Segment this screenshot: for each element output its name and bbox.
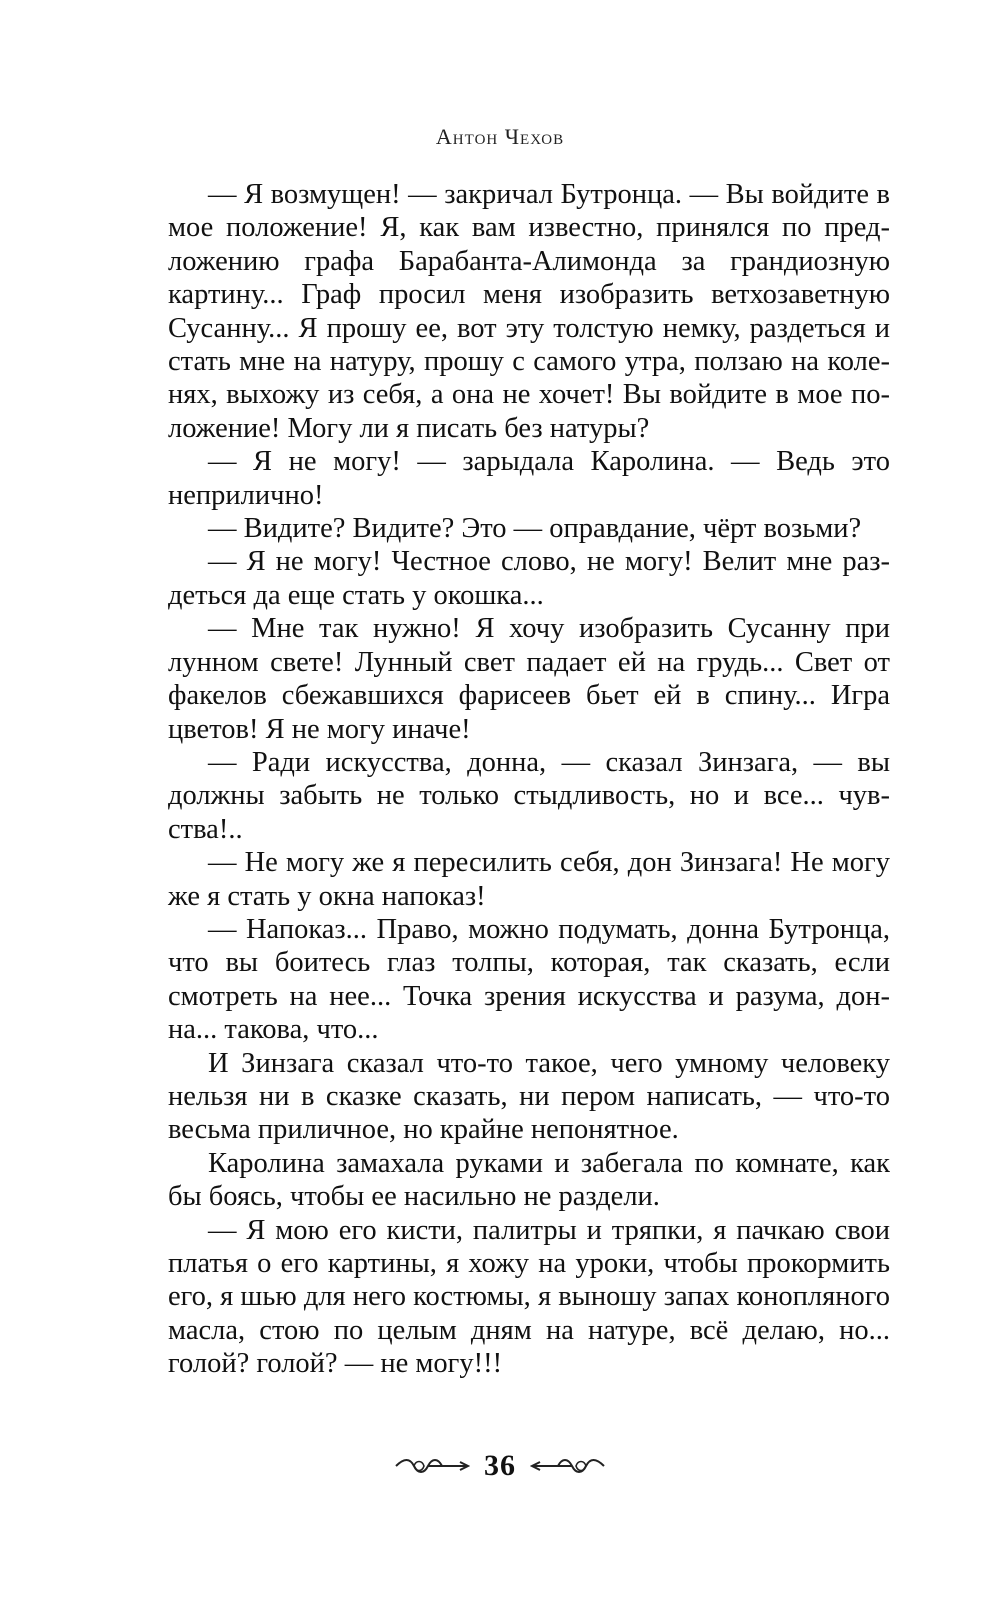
paragraph: — Ради искусства, донна, — сказал Зинзага, — вы должны забыть не только стыдливость, но и все... чувства!.. <box>168 746 890 845</box>
paragraph: — Не могу же я пересилить себя, дон Зинзага! Не могу же я стать у окна напоказ! <box>168 847 890 912</box>
page-footer <box>0 1449 1000 1483</box>
paragraph: Каролина замахала руками и забегала по комнате, как бы боясь, чтобы ее насильно не раздели. <box>168 1147 890 1213</box>
paragraph: — Напоказ... Право, можно подумать, донна Бутронца, что вы боитесь глаз толпы, которая, так сказать, если смотреть на нее... Точка зрения искусства и разума, донна... такова, что... <box>168 913 890 1046</box>
running-header: Антон Чехов <box>435 124 565 149</box>
paragraph: И Зинзага сказал что-то такое, чего умному человеку нельзя ни в сказке сказать, ни пером написать, — что-то весьма приличное, но крайне непонятное. <box>168 1047 890 1146</box>
paragraph: — Мне так нужно! Я хочу изобразить Сусанну при лунном свете! Лунный свет падает ей на грудь... Свет от факелов сбежавшихся фарисеев бьет ей в спину... Игра цветов! Я не могу иначе! <box>168 613 890 745</box>
paragraph: — Я не могу! Честное слово, не могу! Велит мне раздеться да еще стать у окошка... <box>168 546 890 611</box>
paragraph: — Я не могу! — зарыдала Каролина. — Ведь это неприлично! <box>168 446 890 511</box>
paragraph: — Видите? Видите? Это — оправдание, чёрт возьми? <box>208 513 862 545</box>
paragraph: — Я возмущен! — закричал Бутронца. — Вы войдите в мое положение! Я, как вам известно, принялся по предложению графа Барабанта-Алимонда за грандиозную картину... Граф просил меня изобразить ветхозаветную Сусанну... Я прошу ее, вот эту толстую немку, раздеться и стать мне на натуру, прошу с самого утра, ползаю на коленях, выхожу из себя, а она не хочет! Вы войдите в мое положение! Могу ли я писать без натуры? <box>168 179 890 444</box>
page-number: 36 <box>484 1449 516 1482</box>
body-text <box>168 178 890 1381</box>
paragraph: — Я мою его кисти, палитры и тряпки, я пачкаю свои платья о его картины, я хожу на уроки, чтобы прокормить его, я шью для него костюмы, я выношу запах конопляного масла, стою по целым дням на натуре, всё делаю, но... голой? голой? — не могу!!! <box>168 1214 890 1380</box>
flourish-right-icon <box>530 1455 606 1477</box>
flourish-left-icon <box>394 1455 470 1477</box>
